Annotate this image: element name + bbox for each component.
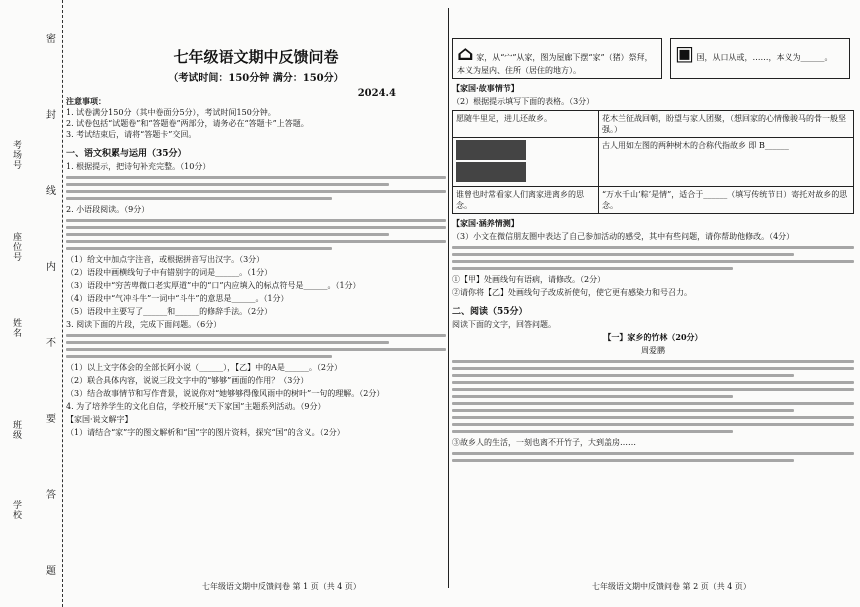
question-stem: 4. 为了培养学生的文化自信，学校开展“天下家国”主题系列活动。（9分） (66, 402, 326, 411)
notes-block (66, 96, 446, 140)
table-cell: 愿随牛里足，进儿还故乡。 (453, 111, 599, 138)
table-row (453, 138, 854, 187)
page-one (66, 8, 446, 598)
text-line (452, 374, 794, 377)
text-line (452, 409, 794, 412)
name-label: 姓名 (11, 318, 21, 338)
seal-char: 线 (46, 186, 56, 198)
text-line (452, 459, 794, 462)
text-line (66, 348, 446, 351)
text-line (66, 219, 446, 222)
sub-question: （1）请结合“家”字的图文解析和“国”字的图片资料，探究“国”的含义。（2分） (66, 428, 345, 437)
exam-subtitle: （考试时间：150分钟 满分：150分） (168, 73, 344, 84)
sub-question: （3）小文在微信朋友圈中表达了自己参加活动的感受，其中有些问题，请你帮助他修改。（4分） (452, 232, 795, 241)
table-row (453, 187, 854, 214)
school-label: 学校 (11, 500, 21, 520)
exam-room-label: 考场号 (11, 140, 21, 170)
text-line (452, 367, 854, 370)
text-line (66, 233, 389, 236)
sub-heading: 【家国·故事情节】 (452, 83, 519, 93)
passage-paragraph: ③故乡人的生活，一刻也离不开竹子，大到盖房…… (452, 438, 636, 447)
seal-char: 内 (46, 262, 56, 274)
sub-question: （1）给文中加点字注音，或根据拼音写出汉字。（3分） (66, 255, 265, 264)
seal-char: 题 (46, 565, 56, 577)
page-footer: 七年级语文期中反馈问卷 第 2 页（共 4 页） (592, 582, 751, 591)
text-line (452, 452, 854, 455)
page-two (452, 8, 854, 598)
text-line (66, 247, 332, 250)
text-line (66, 240, 446, 243)
guo-character-box (670, 38, 850, 79)
sub-question: （5）语段中主要写了______和______的修辞手法。（2分） (66, 307, 273, 316)
sub-question: ①【甲】处画线句有语病，请修改。（2分） (452, 275, 606, 284)
guo-explanation: 国，从口从或，……，本义为______。 (696, 53, 833, 62)
text-line (452, 260, 854, 263)
text-line (66, 355, 332, 358)
table-cell: “万水千山‘粽’是情”，适合于______（填写传统节日）寄托对故乡的思念。 (598, 187, 853, 214)
table-cell: 古人用如左图的两种树木的合称代指故乡 即 B______ (598, 138, 853, 187)
sub-question: （4）语段中“气冲斗牛”一词中“斗牛”的意思是______。（1分） (66, 294, 289, 303)
table-cell: 谁曾也时常看家人们离家进离乡的思念。 (453, 187, 599, 214)
sub-question: （3）结合故事情节和写作背景，说说你对“她够够得像风雨中的树叶”一句的理解。（2分） (66, 389, 385, 398)
tree-photo-icon (456, 162, 526, 182)
section-heading: 二、阅读（55分） (452, 307, 528, 317)
table-cell-image (453, 138, 599, 187)
seal-char: 不 (46, 337, 56, 349)
note-item: 3. 考试结束后，请将“答题卡”交回。 (66, 130, 197, 139)
seal-char: 密 (46, 34, 56, 46)
text-line (66, 341, 389, 344)
text-line (452, 416, 854, 419)
class-label: 班级 (11, 420, 21, 440)
note-item: 1. 试卷满分150分（其中卷面分5分），考试时间150分钟。 (66, 108, 276, 117)
exam-date: 2024.4 (357, 88, 396, 99)
question-stem: 3. 阅读下面的片段，完成下面问题。（6分） (66, 320, 222, 329)
seal-line-text (40, 0, 62, 607)
table-cell: 花木兰征战回朝，盼望与家人团聚，（想回家的心情像骏马的骨一般坚强。） (598, 111, 853, 138)
story-table (452, 110, 854, 214)
text-line (66, 334, 446, 337)
sub-question: （2）联合具体内容，说说三段文字中的“够够”画面的作用？（3分） (66, 376, 309, 385)
text-line (452, 246, 854, 249)
page-divider (448, 8, 449, 588)
sub-question: （2）根据提示填写下面的表格。（3分） (452, 97, 595, 106)
jia-explanation: 家，从“宀”从家，图为屋廊下摆“家”（猪）祭拜，本义为屋内、住所（居住的地方）。 (457, 53, 653, 75)
seal-char: 封 (46, 110, 56, 122)
text-line (452, 381, 854, 384)
text-line (66, 190, 446, 193)
tree-photo-icon (456, 140, 526, 160)
passage-author: 周爱鹏 (641, 346, 665, 355)
sub-question: （2）语段中画横线句子中有错别字的词是______。（1分） (66, 268, 273, 277)
question-stem: 2. 小语段阅读。（9分） (66, 205, 150, 214)
exam-title: 七年级语文期中反馈问卷 (173, 48, 339, 66)
text-line (452, 423, 854, 426)
section-instruction: 阅读下面的文字，回答问题。 (452, 320, 556, 329)
sub-heading: 【家国·说文解字】 (66, 415, 133, 424)
passage-title: 【一】家乡的竹林（20分） (603, 332, 703, 342)
sub-question: ②请你将【乙】处画线句子改成祈使句，使它更有感染力和号召力。 (452, 288, 692, 297)
text-line (452, 267, 733, 270)
text-line (452, 360, 854, 363)
text-line (66, 197, 332, 200)
section-heading: 一、语文积累与运用（35分） (66, 149, 187, 159)
sub-heading: 【家国·涵养情测】 (452, 218, 519, 228)
text-line (452, 402, 854, 405)
text-line (66, 176, 446, 179)
seal-char: 答 (46, 489, 56, 501)
text-line (452, 388, 854, 391)
text-line (452, 395, 733, 398)
sub-question: （1）以上文字体会的全部长阿小说（______），【乙】中的A是______。（2分） (66, 363, 342, 372)
question-stem: 1. 根据提示，把诗句补充完整。（10分） (66, 162, 211, 171)
character-analysis-row (452, 38, 854, 79)
jia-glyph-icon: ⌂ (457, 41, 474, 65)
sub-question: （3）语段中“穷苦卑微口老实厚道”中的“口”内应填入的标点符号是______。（1分） (66, 281, 361, 290)
notes-heading: 注意事项： (66, 96, 106, 106)
jia-character-box (452, 38, 662, 79)
note-item: 2. 试卷包括“试题卷”和“答题卷”两部分，请务必在“答题卡”上答题。 (66, 119, 309, 128)
guo-glyph-icon: ▣ (675, 41, 694, 65)
seat-number-label: 座位号 (11, 232, 21, 262)
text-line (66, 226, 446, 229)
page-footer: 七年级语文期中反馈问卷 第 1 页（共 4 页） (202, 582, 361, 591)
text-line (452, 253, 794, 256)
text-line (452, 430, 733, 433)
seal-char: 要 (46, 413, 56, 425)
text-line (66, 183, 389, 186)
table-row (453, 111, 854, 138)
